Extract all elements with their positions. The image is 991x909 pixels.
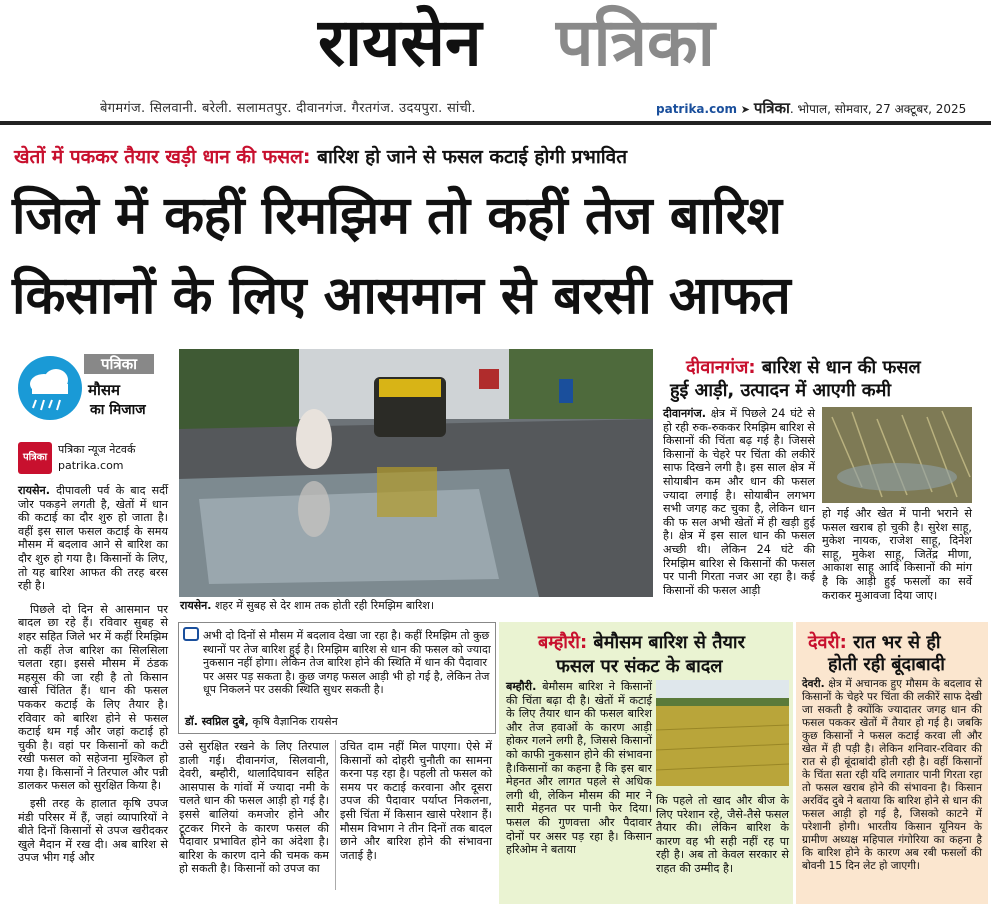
deori-para: क्षेत्र में अचानक हुए मौसम के बदलाव से किसानों के चेहरे पर चिंता की लकीरें साफ देखी जा सकती है क्योंकि ज्यादातर जगह धान की फसल पककर खेतों में तैयार हो गई है। जबकि कुछ किसानों ने फसल कटाई करवा ली और खेत में ही पड़ी है। लेकिन शनिवार-रविवार की रात से ही बूंदाबांदी होती रही है। वहीं किसानों के चिंता सता रही यदि लगातार पानी गिरता रहा तो फसल खराब होने की संभावना है। किसान अरविंद दुबे ने बताया कि बारिश होने से धान की फसल आड़ी हो गई है, जिसको काटने में परेशानी होगी। भारतीय किसान यूनियन के ग्रामीण अध्यक्ष महिपाल गंगोरिया का कहना है कि बारिश होने के कारण अब रबी फसलों की बोवनी 15 दिन लेट हो जाएगी। bbox=[802, 678, 982, 872]
diwanganj-headline-2: हुई आड़ी, उत्पादन में आएगी कमी bbox=[670, 380, 892, 401]
bamhori-headline-1 bbox=[538, 632, 745, 654]
bamhori-head-rest: बेमौसम बारिश से तैयार bbox=[587, 632, 745, 653]
bamhori-headline-2: फसल पर संकट के बादल bbox=[556, 656, 723, 677]
caption-text: शहर में सुबह से देर शाम तक होती रही रिमझिम बारिश। bbox=[211, 599, 435, 612]
paddy-field-photo bbox=[656, 680, 789, 786]
byline bbox=[58, 442, 135, 474]
kicker bbox=[14, 143, 627, 169]
brand-name: पत्रिका bbox=[753, 99, 790, 117]
quote-icon bbox=[183, 627, 199, 641]
headline-line-1: जिले में कहीं रिमझिम तो कहीं तेज बारिश bbox=[12, 186, 782, 246]
expert-quote bbox=[178, 622, 496, 734]
rain-cloud-icon bbox=[18, 356, 82, 420]
masthead-title: रायसेन bbox=[318, 3, 482, 81]
photo-caption bbox=[180, 598, 434, 613]
masthead-subtitle: पत्रिका bbox=[556, 3, 715, 81]
col1-dateline: रायसेन. bbox=[18, 484, 50, 497]
cursor-icon: ➤ bbox=[740, 103, 750, 116]
col2-text: उसे सुरक्षित रखने के लिए तिरपाल डाली गई। दीवानगंज, सिलवानी, देवरी, बम्हौरी, थालादिघावन सहित आसपास के गांवों में ज्यादा नमी के चलते धान की फसल आड़ी हो गई है। इससे बालियां कमजोर होने और टूटकर गिरने के कारण फसल की पैदावार प्रभावित होने का अंदेशा है। बारिश के कारण दाने की चमक कम हो सकती है। किसानों को उपज का bbox=[179, 740, 329, 876]
col1-para3: इसी तरह के हालात कृषि उपज मंडी परिसर में हैं, जहां व्यापारियों ने बीते दिनों किसानों से उपज खरीदकर खुले मैदान में रख दी। अब बारिश से उपज भीग गई और bbox=[18, 797, 168, 865]
diwanganj-headline-1 bbox=[686, 357, 921, 379]
col1-para2: पिछले दो दिन से आसमान पर बादल छा रहे हैं। रविवार सुबह से शहर सहित जिले भर में कहीं रिमझिम तो कहीं तेज बारिश का सिलसिला चलता रहा। इससे मौसम में ठंडक महसूस की जा रही है तो किसान खासे चिंतित हैं। धान की फसल पककर कटाई के लिए तैयार है। रविवार को बारिश होने से फसल कटाई थम गई और जहां कटाई हो चुकी है। वहां पर किसानों को कटी रखी फसल को सहेजना मुश्किल हो गया है। किसानों ने तिरपाल और पन्नी डालकर फसल को सुरक्षित किया है। bbox=[18, 602, 168, 793]
quote-author-role: कृषि वैज्ञानिक रायसेन bbox=[248, 715, 338, 728]
masthead-rule bbox=[0, 121, 991, 125]
kicker-rest: बारिश हो जाने से फसल कटाई होगी प्रभावित bbox=[310, 146, 628, 168]
headline-line-2: किसानों के लिए आसमान से बरसी आफत bbox=[12, 266, 791, 326]
quote-text: अभी दो दिनों से मौसम में बदलाव देखा जा रहा है। कहीं रिमझिम तो कुछ स्थानों पर तेज बारिश हुई है। रिमझिम बारिश से धान की फसल को ज्यादा नुकसान नहीं होगा। लेकिन तेज बारिश होने की स्थिति में धान की पैदावार पर असर पड़ सकता है। कुछ जगह फसल आड़ी भी हो गई है, लेकिन तेज धूप निकलने पर उसकी स्थिति सुधर सकती है। bbox=[203, 629, 491, 696]
weather-subtitle: का मिजाज bbox=[90, 402, 146, 418]
bamhori-dateline: बम्हौरी. bbox=[506, 680, 537, 693]
weather-logo bbox=[18, 352, 156, 422]
bamhori-para: बेमौसम बारिश ने किसानों की चिंता बढ़ा दी है। खेतों में कटाई के लिए तैयार धान की फसल बारिश और तेज हवाओं के कारण आड़ी होकर गलने लगी है, जिससे किसानों को काफी नुकसान होने की संभावना है।किसानों का कहना है कि इस बार मेहनत और लागत पहले से अधिक लगी थी, लेकिन मौसम की मार ने सारी मेहनत पर पानी फेर दिया। फसल की गुणवत्ता और पैदावार दोनों पर असर पड़ रहा है। किसान हरिओम ने बताया bbox=[506, 680, 652, 857]
weather-tag: पत्रिका bbox=[84, 354, 154, 374]
diwanganj-text-2: हो गई और खेत में पानी भराने से फसल खराब हो चुकी है। सुरेश साहू, मुकेश नायक, राजेश साहू, दिनेश साहू, मुकेश साहू, जितेंद्र मीणा, आकाश साहू आदि किसानों की मांग है कि आड़ी हुई फसलों का सर्वे कराकर मुआवजा दिया जाए। bbox=[822, 507, 972, 602]
diwanganj-head-rest: बारिश से धान की फसल bbox=[755, 357, 921, 378]
bamhori-place: बम्हौरी: bbox=[538, 632, 588, 653]
deori-headline-1 bbox=[808, 632, 941, 654]
flooded-field-photo bbox=[822, 407, 972, 503]
main-photo bbox=[179, 349, 653, 597]
diwanganj-para: क्षेत्र में पिछले 24 घंटे से हो रही रुक-रुककर रिमझिम बारिश से किसानों की चिंता बढ़ गई है। जिससे किसानों के चेहरे पर चिंता की लकीरें साफ दिखने लगी है। इस साल क्षेत्र में सोयाबीन कम और धान की फसल ज्यादा लगाई है। सोयाबीन लगभग सभी जगह कट चुका है, लेकिन धान की फ सल अभी खेतों में ही खड़ी हुई है। क्षेत्र में इस साल धान की फसल अच्छी थी। लेकिन 24 घंटे की रिमझिम बारिश से किसानों की फसल पर पानी गिरता नजर आ रहा है। कई किसानों की फसल आड़ी bbox=[663, 407, 815, 597]
col1-text bbox=[18, 484, 168, 865]
deori-headline-2: होती रही बूंदाबादी bbox=[828, 654, 945, 675]
bamhori-text bbox=[506, 680, 652, 857]
deori-text bbox=[802, 678, 982, 873]
quote-author bbox=[185, 714, 338, 729]
patrika-badge: पत्रिका bbox=[18, 442, 52, 474]
column-divider bbox=[335, 740, 336, 890]
caption-place: रायसेन. bbox=[180, 599, 212, 612]
byline-site[interactable]: patrika.com bbox=[58, 459, 124, 472]
dateline bbox=[656, 98, 966, 118]
deori-place: देवरी: bbox=[808, 632, 847, 653]
deori-head-rest: रात भर से ही bbox=[846, 632, 941, 653]
towns-line: बेगमगंज. सिलवानी. बरेली. सलामतपुर. दीवानगंज. गैरतगंज. उदयपुरा. सांची. bbox=[100, 101, 476, 116]
byline-network: पत्रिका न्यूज नेटवर्क bbox=[58, 443, 136, 456]
col3-text: उचित दाम नहीं मिल पाएगा। ऐसे में किसानों को दोहरी चुनौती का सामना करना पड़ रहा है। पहली तो फसल को समय पर कटाई करवाना और दूसरा उपज की पैदावार पर्याप्त निकलना, इसी चिंता में किसान खासे परेशान हैं। मौसम विभाग ने तीन दिनों तक बादल छाने और बारिश होने की संभावना जताई है। bbox=[340, 740, 492, 862]
diwanganj-text bbox=[663, 407, 815, 597]
quote-author-name: डॉ. स्वप्निल दुबे, bbox=[185, 715, 249, 728]
kicker-lead: खेतों में पककर तैयार खड़ी धान की फसल: bbox=[14, 146, 311, 168]
dateline-text: . भोपाल, सोमवार, 27 अक्टूबर, 2025 bbox=[789, 102, 967, 116]
diwanganj-dateline: दीवानगंज. bbox=[663, 407, 707, 420]
diwanganj-place: दीवानगंज: bbox=[686, 357, 756, 378]
weather-title: मौसम bbox=[88, 381, 120, 399]
deori-dateline: देवरी. bbox=[802, 678, 825, 690]
site-link[interactable]: patrika.com bbox=[656, 102, 737, 116]
col1-para1: दीपावली पर्व के बाद सर्दी जोर पकड़ने लगती है, खेतों में धान की कटाई का दौर शुरु हो जाता है। वहीं इस साल फसल कटाई के समय मौसम में बदलाव आने से बारिश का दौर शुरु हो गया है। किसानों के लिए, तो यह बारिश आफत की तरह बरस रही है। bbox=[18, 484, 168, 593]
bamhori-text-2: कि पहले तो खाद और बीज के लिए परेशान रहे, जैसे-तैसे फसल तैयार की। लेकिन बारिश के कारण वह भी सही नहीं रह पा रही है। अब तो केवल सरकार से राहत की उम्मीद है। bbox=[656, 794, 789, 875]
